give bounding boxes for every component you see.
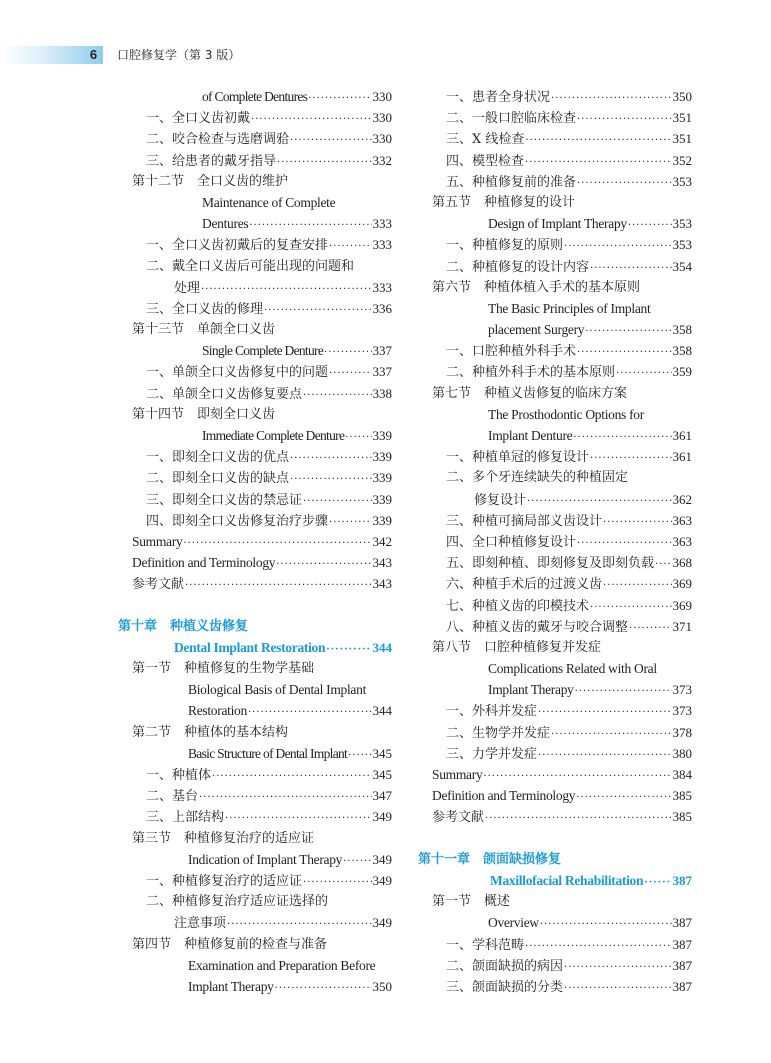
dot-leader bbox=[538, 745, 671, 766]
dot-leader bbox=[329, 363, 371, 384]
toc-entry[interactable] bbox=[118, 764, 392, 785]
toc-entry[interactable] bbox=[118, 128, 392, 149]
toc-entry[interactable] bbox=[118, 700, 392, 721]
toc-entry[interactable] bbox=[118, 383, 392, 404]
toc-page-number: 332 bbox=[372, 152, 392, 168]
toc-entry-title: Summary bbox=[132, 533, 183, 549]
toc-entry-title: 一、种植单冠的修复设计 bbox=[446, 450, 590, 466]
toc-entry-title: 修复设计 bbox=[474, 492, 527, 508]
toc-entry[interactable] bbox=[418, 785, 692, 806]
toc-entry[interactable] bbox=[118, 531, 392, 552]
toc-column-right bbox=[418, 86, 692, 997]
dot-leader bbox=[308, 88, 371, 109]
toc-page-number: 363 bbox=[672, 533, 692, 549]
toc-page-number: 337 bbox=[372, 343, 392, 359]
toc-entry[interactable] bbox=[418, 128, 692, 149]
toc-page-number: 349 bbox=[372, 915, 392, 931]
toc-page-number: 385 bbox=[672, 788, 692, 804]
toc-entry-title: Immediate Complete Denture bbox=[202, 428, 345, 443]
dot-leader bbox=[249, 215, 371, 236]
dot-leader bbox=[564, 957, 671, 978]
toc-entry[interactable] bbox=[118, 234, 392, 255]
toc-entry-title: 二、生物学并发症 bbox=[446, 725, 551, 741]
toc-entry-title: 二、咬合检查与选磨调𬌗 bbox=[146, 132, 290, 148]
dot-leader bbox=[538, 702, 671, 723]
toc-chapter-heading[interactable] bbox=[418, 849, 692, 870]
toc-entry[interactable] bbox=[418, 637, 692, 658]
dot-leader bbox=[199, 787, 371, 808]
toc-page-number: 378 bbox=[672, 724, 692, 740]
dot-leader bbox=[585, 321, 671, 342]
dot-leader bbox=[303, 385, 371, 406]
toc-entry[interactable] bbox=[118, 658, 392, 679]
toc-entry-title: 参考文献 bbox=[432, 810, 485, 826]
toc-entry[interactable] bbox=[418, 722, 692, 743]
toc-entry-title: Maxillofacial Rehabilitation bbox=[490, 872, 644, 888]
toc-page-number: 361 bbox=[672, 449, 692, 465]
toc-page-number: 362 bbox=[672, 491, 692, 507]
toc-page-number: 339 bbox=[372, 428, 392, 443]
toc-entry-title: Implant Denture bbox=[488, 428, 573, 443]
toc-entry[interactable] bbox=[118, 573, 392, 594]
dot-leader bbox=[564, 978, 671, 999]
toc-entry[interactable] bbox=[118, 86, 392, 107]
toc-chapter-heading[interactable] bbox=[118, 637, 392, 658]
dot-leader bbox=[329, 512, 371, 533]
toc-entry[interactable] bbox=[418, 531, 692, 552]
toc-entry-title: 八、种植义齿的戴牙与咬合调整 bbox=[446, 619, 629, 635]
toc-chapter-heading[interactable] bbox=[118, 616, 392, 637]
toc-entry[interactable] bbox=[118, 213, 392, 234]
toc-entry-title: 二、即刻全口义齿的缺点 bbox=[146, 471, 290, 487]
dot-leader bbox=[326, 639, 371, 660]
toc-page-number: 358 bbox=[672, 322, 692, 338]
toc-entry[interactable] bbox=[418, 743, 692, 764]
toc-page-number: 345 bbox=[372, 745, 392, 761]
toc-entry[interactable] bbox=[418, 679, 692, 700]
toc-entry-title: 第二节 种植体的基本结构 bbox=[132, 724, 289, 740]
toc-entry[interactable] bbox=[118, 446, 392, 467]
toc-entry[interactable] bbox=[418, 912, 692, 933]
toc-entry-title: 一、全口义齿初戴 bbox=[146, 111, 251, 127]
dot-leader bbox=[628, 215, 672, 236]
dot-leader bbox=[590, 597, 671, 618]
dot-leader bbox=[551, 724, 671, 745]
toc-entry[interactable] bbox=[118, 340, 392, 361]
toc-entry-title: 二、一般口腔临床检查 bbox=[446, 111, 577, 127]
toc-entry-title: 四、全口种植修复设计 bbox=[446, 534, 577, 550]
toc-page-number: 350 bbox=[672, 89, 692, 104]
dot-leader bbox=[303, 491, 371, 512]
dot-leader bbox=[525, 936, 671, 957]
toc-page-number: 330 bbox=[372, 131, 392, 147]
dot-leader bbox=[303, 872, 371, 893]
dot-leader bbox=[577, 109, 671, 130]
toc-entry-title: 二、戴全口义齿后可能出现的问题和 bbox=[146, 258, 355, 274]
dot-leader bbox=[276, 554, 371, 575]
toc-entry-title: 三、颌面缺损的分类 bbox=[446, 979, 564, 995]
toc-page-number: 349 bbox=[372, 872, 392, 888]
toc-entry-title: Basic Structure of Dental Implant bbox=[188, 745, 348, 761]
toc-page-number: 387 bbox=[672, 915, 692, 931]
toc-page-number: 359 bbox=[672, 364, 692, 380]
toc-entry-title: Implant Therapy bbox=[488, 682, 574, 698]
toc-entry-title: 二、颌面缺损的病因 bbox=[446, 958, 564, 974]
dot-leader bbox=[540, 914, 672, 935]
toc-entry[interactable] bbox=[418, 404, 692, 425]
toc-page-number: 385 bbox=[672, 809, 692, 825]
toc-entry-title: Dental Implant Restoration bbox=[174, 639, 326, 655]
toc-entry[interactable] bbox=[118, 467, 392, 488]
toc-entry[interactable] bbox=[418, 107, 692, 128]
toc-entry-title: 一、即刻全口义齿的优点 bbox=[146, 450, 290, 466]
toc-page-number: 384 bbox=[672, 767, 692, 782]
dot-leader bbox=[225, 808, 371, 829]
toc-entry[interactable] bbox=[118, 912, 392, 933]
toc-page-number: 347 bbox=[372, 788, 392, 804]
dot-leader bbox=[577, 173, 671, 194]
toc-entry-title: Examination and Preparation Before bbox=[188, 957, 376, 973]
toc-page-number: 361 bbox=[672, 428, 692, 443]
toc-entry[interactable] bbox=[418, 298, 692, 319]
toc-page-number: 373 bbox=[672, 703, 692, 719]
dot-leader bbox=[603, 575, 671, 596]
toc-entry[interactable] bbox=[418, 573, 692, 594]
toc-entry-title: The Prosthodontic Options for bbox=[488, 406, 644, 422]
toc-page-number: 353 bbox=[672, 216, 692, 232]
toc-entry-title: Definition and Terminology bbox=[132, 555, 276, 571]
toc-entry-title: 第一节 概述 bbox=[432, 894, 511, 910]
toc-entry-title: 一、患者全身状况 bbox=[446, 90, 551, 105]
dot-leader bbox=[603, 512, 671, 533]
toc-entry[interactable] bbox=[118, 955, 392, 976]
dot-leader bbox=[348, 745, 371, 766]
toc-page-number: 338 bbox=[372, 385, 392, 401]
toc-page-number: 363 bbox=[672, 512, 692, 528]
dot-leader bbox=[324, 342, 371, 363]
toc-page-number: 387 bbox=[672, 936, 692, 952]
toc-entry-title: of Complete Dentures bbox=[202, 89, 308, 104]
toc-entry-title: The Basic Principles of Implant bbox=[488, 300, 651, 316]
toc-page-number: 351 bbox=[672, 110, 692, 126]
toc-entry-title: 一、种植修复的原则 bbox=[446, 238, 564, 254]
toc-entry[interactable] bbox=[118, 743, 392, 764]
toc-entry[interactable] bbox=[118, 891, 392, 912]
toc-entry[interactable] bbox=[118, 976, 392, 997]
toc-page-number: 349 bbox=[372, 851, 392, 867]
toc-page-number: 333 bbox=[372, 279, 392, 295]
toc-page-number: 371 bbox=[672, 618, 692, 634]
toc-entry[interactable] bbox=[118, 277, 392, 298]
toc-entry[interactable] bbox=[418, 213, 692, 234]
toc-page-number: 330 bbox=[372, 110, 392, 126]
toc-entry[interactable] bbox=[418, 171, 692, 192]
toc-entry-title: 二、单颌全口义齿修复要点 bbox=[146, 386, 303, 402]
toc-entry[interactable] bbox=[418, 552, 692, 573]
dot-leader bbox=[290, 448, 371, 469]
toc-page-number: 333 bbox=[372, 237, 392, 253]
toc-page-number: 352 bbox=[672, 152, 692, 168]
toc-entry-title: 一、种植修复治疗的适应证 bbox=[146, 873, 303, 889]
toc-entry-title: 第四节 种植修复前的检查与准备 bbox=[132, 936, 328, 952]
toc-entry-title: 注意事项 bbox=[174, 916, 227, 932]
toc-entry-title: 第七节 种植义齿修复的临床方案 bbox=[432, 385, 628, 401]
toc-chapter-heading[interactable] bbox=[418, 870, 692, 891]
dot-leader bbox=[527, 491, 671, 512]
toc-entry[interactable] bbox=[418, 361, 692, 382]
toc-entry-title: 四、即刻全口义齿修复治疗步骤 bbox=[146, 513, 329, 529]
dot-leader bbox=[251, 109, 371, 130]
toc-entry-title: 第十章 种植义齿修复 bbox=[118, 618, 249, 634]
dot-leader bbox=[201, 279, 371, 300]
toc-page-number: 343 bbox=[372, 555, 392, 571]
toc-entry[interactable] bbox=[118, 510, 392, 531]
toc-entry-title: Complications Related with Oral bbox=[488, 661, 657, 677]
toc-entry[interactable] bbox=[118, 192, 392, 213]
toc-entry-title: 一、单颌全口义齿修复中的问题 bbox=[146, 365, 329, 381]
toc-entry[interactable] bbox=[118, 107, 392, 128]
toc-entry-title: 二、种植修复的设计内容 bbox=[446, 259, 590, 275]
toc-entry-title: 一、全口义齿初戴后的复查安排 bbox=[146, 238, 329, 254]
toc-entry[interactable] bbox=[418, 425, 692, 446]
toc-entry-title: 第六节 种植体植入手术的基本原则 bbox=[432, 279, 641, 295]
toc-entry[interactable] bbox=[418, 150, 692, 171]
toc-entry[interactable] bbox=[418, 446, 692, 467]
toc-page-number: 368 bbox=[672, 555, 692, 571]
toc-entry-title: 三、上部结构 bbox=[146, 810, 225, 826]
dot-leader bbox=[590, 448, 671, 469]
toc-page-number: 358 bbox=[672, 343, 692, 359]
toc-column-left bbox=[118, 86, 392, 997]
toc-page-number: 345 bbox=[372, 767, 392, 782]
toc-entry[interactable] bbox=[418, 86, 692, 107]
toc-entry[interactable] bbox=[118, 679, 392, 700]
toc-page-number: 330 bbox=[372, 89, 392, 104]
toc-entry-title: 参考文献 bbox=[132, 577, 185, 593]
dot-leader bbox=[345, 427, 371, 448]
toc-entry-title: 二、种植修复治疗适应证选择的 bbox=[146, 894, 329, 910]
dot-leader bbox=[290, 469, 371, 490]
toc-entry-title: 二、种植外科手术的基本原则 bbox=[446, 365, 616, 381]
toc-entry[interactable] bbox=[118, 934, 392, 955]
toc-entry-title: 第五节 种植修复的设计 bbox=[432, 194, 576, 210]
toc-page-number: 387 bbox=[672, 872, 692, 888]
toc-page-number: 373 bbox=[672, 682, 692, 698]
toc-entry[interactable] bbox=[118, 404, 392, 425]
toc-entry-title: 五、种植修复前的准备 bbox=[446, 174, 577, 190]
dot-leader bbox=[183, 533, 371, 554]
dot-leader bbox=[227, 914, 371, 935]
dot-leader bbox=[525, 152, 671, 173]
toc-entry[interactable] bbox=[118, 552, 392, 573]
toc-entry[interactable] bbox=[118, 319, 392, 340]
toc-entry[interactable] bbox=[418, 234, 692, 255]
toc-entry-title: Design of Implant Therapy bbox=[488, 216, 627, 232]
dot-leader bbox=[264, 300, 371, 321]
dot-leader bbox=[343, 851, 371, 872]
dot-leader bbox=[525, 130, 671, 151]
toc-entry-title: 第十四节 即刻全口义齿 bbox=[132, 406, 276, 422]
toc-entry[interactable] bbox=[418, 489, 692, 510]
dot-leader bbox=[185, 575, 371, 596]
toc-entry-title: 第八节 口腔种植修复并发症 bbox=[432, 639, 602, 655]
toc-entry[interactable] bbox=[118, 828, 392, 849]
toc-page-number: 337 bbox=[372, 364, 392, 380]
toc-page-number: 354 bbox=[672, 258, 692, 274]
toc-page-number: 339 bbox=[372, 470, 392, 486]
toc-entry-title: 三、全口义齿的修理 bbox=[146, 301, 264, 317]
dot-leader bbox=[275, 978, 372, 999]
toc-spacer bbox=[418, 828, 692, 849]
toc-entry[interactable] bbox=[118, 870, 392, 891]
dot-leader bbox=[248, 702, 372, 723]
toc-page-number: 349 bbox=[372, 809, 392, 825]
toc-entry-title: Maintenance of Complete bbox=[202, 194, 336, 210]
toc-page-number: 387 bbox=[672, 978, 692, 994]
toc-page-number: 344 bbox=[372, 639, 392, 655]
toc-entry[interactable] bbox=[118, 171, 392, 192]
toc-page-number: 353 bbox=[672, 237, 692, 253]
dot-leader bbox=[329, 236, 371, 257]
toc-page-number: 333 bbox=[372, 216, 392, 232]
toc-entry[interactable] bbox=[418, 192, 692, 213]
toc-entry-title: Dentures bbox=[202, 216, 249, 232]
dot-leader bbox=[564, 236, 671, 257]
toc-entry-title: Implant Therapy bbox=[188, 978, 274, 994]
toc-entry[interactable] bbox=[418, 319, 692, 340]
toc-page-number: 339 bbox=[372, 449, 392, 465]
toc-entry-title: 二、基台 bbox=[146, 789, 199, 805]
toc-entry[interactable] bbox=[118, 361, 392, 382]
dot-leader bbox=[575, 681, 672, 702]
toc-entry-title: 一、种植体 bbox=[146, 768, 212, 783]
toc-entry-title: 四、模型检查 bbox=[446, 153, 525, 169]
toc-entry-title: 第十三节 单颌全口义齿 bbox=[132, 322, 276, 338]
toc-entry-title: 三、给患者的戴牙指导 bbox=[146, 153, 277, 169]
toc-entry[interactable] bbox=[118, 489, 392, 510]
toc-entry-title: 三、即刻全口义齿的禁忌证 bbox=[146, 492, 303, 508]
toc-entry-title: 第十一章 颌面缺损修复 bbox=[418, 851, 562, 867]
toc-page-number: 369 bbox=[672, 576, 692, 592]
dot-leader bbox=[483, 766, 671, 787]
toc-page-number: 344 bbox=[372, 703, 392, 719]
dot-leader bbox=[573, 427, 671, 448]
toc-entry-title: 三、种植可摘局部义齿设计 bbox=[446, 513, 603, 529]
toc-page-number: 339 bbox=[372, 512, 392, 528]
toc-entry-title: 第三节 种植修复治疗的适应证 bbox=[132, 830, 315, 846]
toc-entry-title: Restoration bbox=[188, 703, 247, 719]
toc-entry[interactable] bbox=[418, 976, 692, 997]
toc-entry[interactable] bbox=[118, 785, 392, 806]
toc-entry-title: 二、多个牙连续缺失的种植固定 bbox=[446, 470, 629, 486]
toc-entry[interactable] bbox=[418, 595, 692, 616]
page-number: 6 bbox=[89, 47, 98, 62]
toc-entry[interactable] bbox=[118, 256, 392, 277]
dot-leader bbox=[290, 130, 371, 151]
dot-leader bbox=[551, 88, 671, 109]
toc-entry[interactable] bbox=[418, 510, 692, 531]
toc-entry[interactable] bbox=[418, 383, 692, 404]
toc-entry-title: Single Complete Denture bbox=[202, 343, 324, 359]
dot-leader bbox=[485, 808, 671, 829]
toc-entry[interactable] bbox=[418, 277, 692, 298]
toc-entry[interactable] bbox=[418, 955, 692, 976]
toc-page-number: 336 bbox=[372, 300, 392, 316]
toc-entry-title: 七、种植义齿的印模技术 bbox=[446, 598, 590, 614]
toc-entry-title: 五、即刻种植、即刻修复及即刻负载 bbox=[446, 556, 655, 572]
dot-leader bbox=[576, 787, 671, 808]
toc-entry[interactable] bbox=[118, 849, 392, 870]
toc-entry[interactable] bbox=[118, 722, 392, 743]
toc-spacer bbox=[118, 595, 392, 616]
dot-leader bbox=[590, 258, 671, 279]
toc-entry-title: 处理 bbox=[174, 280, 201, 296]
toc-page-number: 351 bbox=[672, 131, 692, 147]
toc-page-number: 350 bbox=[372, 978, 392, 994]
dot-leader bbox=[644, 872, 671, 893]
toc-entry-title: 第十二节 全口义齿的维护 bbox=[132, 173, 289, 189]
toc-entry-title: 三、X 线检查 bbox=[446, 132, 525, 148]
toc-page-number: 353 bbox=[672, 173, 692, 189]
toc-entry-title: Overview bbox=[488, 915, 539, 931]
dot-leader bbox=[577, 533, 671, 554]
toc-page-number: 380 bbox=[672, 745, 692, 761]
dot-leader bbox=[655, 554, 671, 575]
toc-entry[interactable] bbox=[418, 616, 692, 637]
toc-entry[interactable] bbox=[418, 658, 692, 679]
toc-entry-title: 一、学科范畴 bbox=[446, 937, 525, 953]
toc-entry-title: 三、力学并发症 bbox=[446, 746, 538, 762]
toc-entry-title: Indication of Implant Therapy bbox=[188, 851, 343, 867]
toc-page-number: 369 bbox=[672, 597, 692, 613]
toc-entry-title: 一、口腔种植外科手术 bbox=[446, 344, 577, 360]
toc-entry-title: Biological Basis of Dental Implant bbox=[188, 682, 367, 698]
toc-entry[interactable] bbox=[118, 425, 392, 446]
toc-entry-title: 一、外科并发症 bbox=[446, 704, 538, 720]
dot-leader bbox=[616, 363, 671, 384]
toc-entry[interactable] bbox=[418, 891, 692, 912]
dot-leader bbox=[212, 766, 371, 787]
running-head-title: 口腔修复学（第 3 版） bbox=[117, 48, 241, 62]
toc-entry-title: Summary bbox=[432, 767, 483, 782]
toc-page-number: 339 bbox=[372, 491, 392, 507]
toc-page-number: 343 bbox=[372, 576, 392, 592]
toc-page-number: 342 bbox=[372, 533, 392, 549]
toc-entry[interactable] bbox=[418, 764, 692, 785]
dot-leader bbox=[577, 342, 671, 363]
toc-entry[interactable] bbox=[118, 806, 392, 827]
dot-leader bbox=[277, 152, 371, 173]
toc-entry-title: 六、种植手术后的过渡义齿 bbox=[446, 577, 603, 593]
toc-entry[interactable] bbox=[418, 934, 692, 955]
toc-entry[interactable] bbox=[418, 256, 692, 277]
toc-entry-title: 第一节 种植修复的生物学基础 bbox=[132, 661, 315, 677]
dot-leader bbox=[629, 618, 671, 639]
toc-page-number: 387 bbox=[672, 957, 692, 973]
toc-entry[interactable] bbox=[418, 340, 692, 361]
toc-entry-title: placement Surgery bbox=[488, 322, 585, 338]
toc-entry[interactable] bbox=[418, 467, 692, 488]
toc-entry[interactable] bbox=[418, 700, 692, 721]
toc-entry-title: Definition and Terminology bbox=[432, 788, 576, 804]
toc-entry[interactable] bbox=[118, 150, 392, 171]
toc-entry[interactable] bbox=[418, 806, 692, 827]
toc-entry[interactable] bbox=[118, 298, 392, 319]
